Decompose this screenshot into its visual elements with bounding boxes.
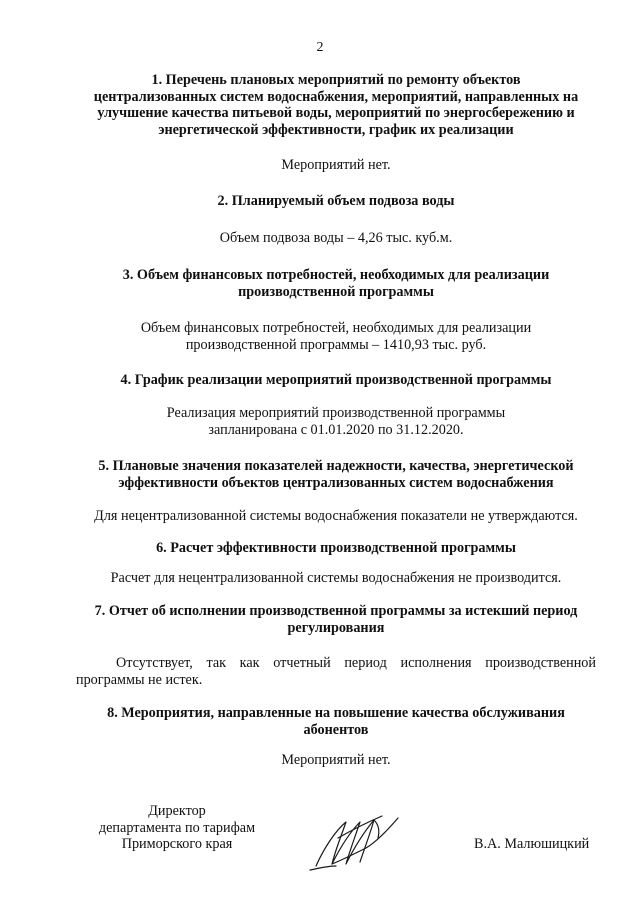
section-8-heading-line-1: 8. Мероприятия, направленные на повышение качества обслуживания [107,705,565,721]
section-7-body [76,655,596,688]
signatory-position-line-1: Директор [148,803,206,819]
handwritten-signature [302,808,412,878]
section-6-heading-line-1: 6. Расчет эффективности производственной программы [156,540,516,556]
section-3-heading-line-1: 3. Объем финансовых потребностей, необходимых для реализации [122,267,550,283]
section-4-heading [70,372,602,389]
section-1-heading [70,72,602,138]
section-4-heading-line-1: 4. График реализации мероприятий производственной программы [120,372,552,388]
section-1-body [70,157,602,174]
section-1-heading-line-2: централизованных систем водоснабжения, мероприятий, направленных на [93,88,579,105]
section-1-heading-line-1: 1. Перечень плановых мероприятий по ремонту объектов [151,72,521,88]
signatory-position-line-2: департамента по тарифам [98,819,256,836]
section-1-heading-line-4: энергетической эффективности, график их реализации [158,121,514,138]
section-8-body [70,752,602,769]
section-4-body [70,405,602,438]
signatory-name: В.А. Малюшицкий [474,836,590,852]
section-7-heading [70,603,602,636]
section-7-body-line-2: программы не истек. [76,671,203,688]
section-5-body [70,508,602,525]
section-3-heading [70,267,602,300]
section-7-heading-line-2: регулирования [287,619,385,636]
section-1-body-line-1: Мероприятий нет. [281,157,391,173]
section-3-body-line-1: Объем финансовых потребностей, необходимых для реализации [140,320,532,336]
section-7-heading-line-1: 7. Отчет об исполнении производственной программы за истекший период [94,603,578,619]
section-8-body-line-1: Мероприятий нет. [281,752,391,768]
section-8-heading [70,705,602,738]
signatory-position-line-3: Приморского края [121,836,233,852]
section-5-heading-line-2: эффективности объектов централизованных систем водоснабжения [118,474,554,491]
page-number: 2 [316,40,324,55]
section-4-body-line-1: Реализация мероприятий производственной программы [166,405,506,421]
section-2-heading [70,193,602,210]
section-3-body-line-2: производственной программы – 1410,93 тыс. руб. [185,336,487,353]
section-6-body-line-1: Расчет для нецентрализованной системы водоснабжения не производится. [110,570,562,586]
section-5-body-line-1: Для нецентрализованной системы водоснабжения показатели не утверждаются. [94,508,578,524]
section-6-body [70,570,602,587]
signatory-position [92,803,262,853]
section-3-heading-line-2: производственной программы [238,283,434,300]
section-5-heading-line-1: 5. Плановые значения показателей надежности, качества, энергетической [98,458,574,474]
section-2-body [70,230,602,247]
section-4-body-line-2: запланирована с 01.01.2020 по 31.12.2020. [208,421,464,438]
section-1-heading-line-3: улучшение качества питьевой воды, мероприятий по энергосбережению и [97,105,575,121]
section-7-body-line-1: Отсутствует, так как отчетный период исполнения производственной [116,655,596,671]
section-5-heading [70,458,602,491]
section-8-heading-line-2: абонентов [303,721,369,738]
section-3-body [70,320,602,353]
section-2-body-line-1: Объем подвоза воды – 4,26 тыс. куб.м. [219,230,453,246]
section-2-heading-line-1: 2. Планируемый объем подвоза воды [217,193,455,209]
section-6-heading [70,540,602,557]
